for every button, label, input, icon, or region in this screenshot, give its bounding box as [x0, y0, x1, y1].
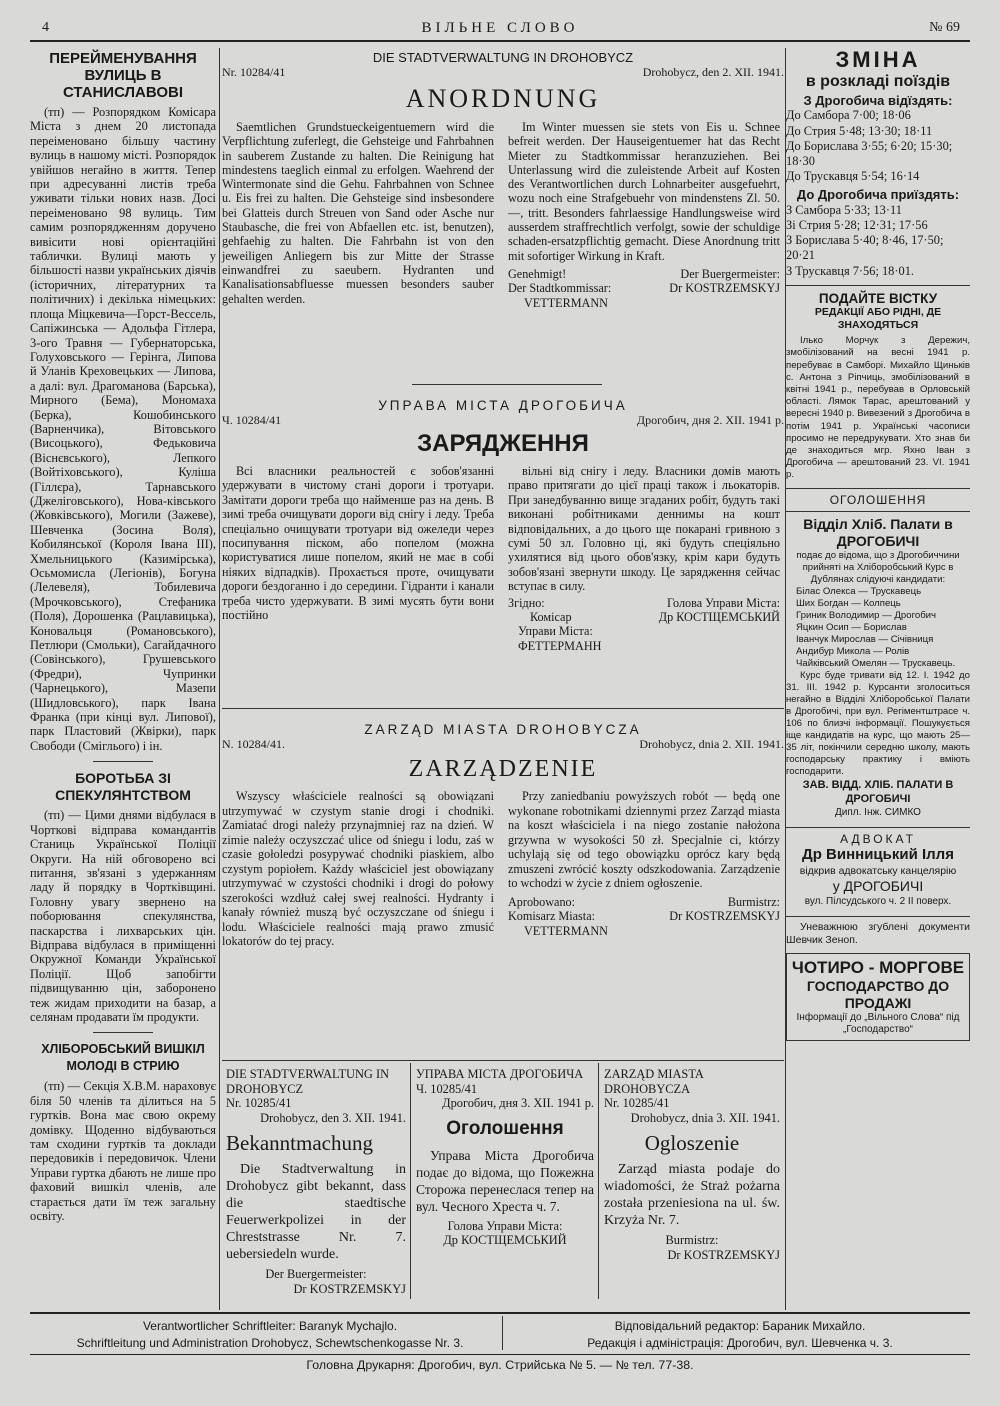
pol-sig-r1: Burmistrz: [727, 894, 780, 909]
lawyer-text1: відкрив адвокатську канцелярію [799, 864, 957, 877]
b2-title: Оголошення [446, 1117, 564, 1139]
divider [786, 916, 970, 917]
ukr-nr: Ч. 10284/41 [222, 413, 282, 427]
farm-sale-title: ЧОТИРО - МОРГОВЕ [791, 957, 965, 977]
german-ordinance [222, 50, 784, 310]
german-date: Drohobycz, den 2. XII. 1941. [642, 65, 784, 79]
divider [222, 708, 784, 709]
farm-sale-text: Інформації до „Вільного Слова“ під „Господарство“ [796, 1011, 960, 1035]
timetable-title: ЗМІНА [835, 47, 921, 72]
column-rule [598, 1063, 599, 1299]
german-title: ANORDNUNG [405, 84, 601, 113]
ukr-sig-l2: Комісар [530, 610, 572, 625]
printing-house: Головна Друкарня: Дрогобич, вул. Стрийська № 5. — № тел. 77-38. [30, 1354, 970, 1372]
candidate-item: Чайківський Омелян — Трускавець. [796, 658, 956, 670]
b1-sig2: Dr KOSTRZEMSKYJ [293, 1281, 406, 1296]
b2-nr: Ч. 10285/41 [416, 1081, 478, 1096]
ukr-text-col1: Всі власники реальностей є зобов'язанні удержувати в чистому стані дороги і тротуари. Замітати дороги треба що найменше раз на день. В зимі треба очищувати дороги від снігу і леду. Треба спеціально очищувати тротуари від ожеледи через посипування піском, або попелом (можна користуватися лише попелом, який не має в собі ніяких відпадків). Прохається проте, очищувати дороги бездоганно і до середини. Гідранти і канали треба чисто удержувати. В зимі мусять бути вони постійно [222, 464, 494, 623]
arrivals-heading: До Дрогобича приїздять: [796, 187, 960, 203]
lawyer-name: Др Винницький Ілля [802, 845, 954, 863]
timetable-subtitle: в розкладі поїздів [805, 73, 951, 90]
divider [93, 761, 153, 762]
imprint-de-line2: Schriftleitung und Administration Drohobycz, Schewtschenkogasse Nr. 3. [76, 1336, 464, 1350]
pol-nr: N. 10284/41. [222, 737, 285, 751]
arrivals-list [786, 203, 970, 279]
column-rule [219, 48, 220, 1310]
ukr-text-col2: вільні від снігу і леду. Власники домів мають право притягати до цієї праці також і льокаторів. При занедбуванню вище згаданих робіт, будуть такі виконані робітниками деннимы на кошт відповідальних, а до цього ще покарані гривною з сумі 50 зл. Головно ці, які будуть спеціяльно ухилятися від цього обов'язку, крім кари будуть зобов'язані звернути шкоду. Це зарядження сейчас вступає в силу. [508, 464, 780, 594]
farm-sale-title2: ГОСПОДАРСТВО ДО ПРОДАЖІ [806, 977, 950, 1011]
b3-title: Ogloszenie [644, 1131, 740, 1156]
divider [786, 285, 970, 286]
german-nr: Nr. 10284/41 [222, 65, 286, 79]
departure-line: До Стрия 5·48; 13·30; 18·11 [786, 123, 933, 138]
departure-line: До Трускавця 5·54; 16·14 [786, 169, 920, 184]
pol-title: ZARZĄDZENIE [408, 756, 598, 782]
issue-number: № 69 [929, 20, 960, 35]
candidate-item: Білас Олекса — Трускавець [796, 586, 922, 598]
candidate-item: Яцкин Осип — Борислав [796, 622, 907, 634]
b3-date: Drohobycz, dnia 3. XII. 1941. [630, 1110, 780, 1125]
german-sig-r1: Der Buergermeister: [680, 266, 780, 281]
page-number: 4 [42, 20, 49, 35]
pol-date: Drohobycz, dnia 2. XII. 1941. [639, 737, 784, 751]
german-announcement [226, 1067, 406, 1297]
pol-sig-l1: Aprobowano: [508, 894, 576, 909]
b2-text: Управа Міста Дрогобича подає до відома, що Пожежна Сторожа перенеслася тепер на вул. Чесного Хреста ч. 7. [416, 1147, 594, 1214]
german-sig-l1: Genehmigt! [508, 266, 567, 281]
b1-sig1: Der Buergermeister: [265, 1267, 367, 1282]
ads-heading: ОГОЛОШЕННЯ [829, 492, 927, 507]
imprint-uk-line2: Редакція і адміністрація: Дрогобич, вул. Шевченка ч. 3. [587, 1336, 893, 1350]
news-heading: ПОДАЙТЕ ВІСТКУ [818, 290, 938, 306]
lost-documents-notice: Уневажнюю згублені документи Шевчик Зеноп. [786, 920, 970, 946]
article-title-speculation: БОРОТЬБА ЗІ СПЕКУЛЯНТСТВОМ [55, 770, 191, 804]
news-subheading: РЕДАКЦІЇ АБО РІДНІ, ДЕ ЗНАХОДЯТЬСЯ [814, 306, 942, 332]
b1-office: DIE STADTVERWALTUNG IN DROHOBYCZ [226, 1067, 390, 1096]
candidate-item: Андибур Микола — Ролів [796, 646, 910, 658]
imprint-german [40, 1318, 500, 1352]
imprint-de-line1: Verantwortlicher Schriftleiter: Baranyk Mychajlo. [142, 1319, 398, 1333]
ukr-title: ЗАРЯДЖЕННЯ [417, 430, 589, 457]
news-text: Ілько Морчук з Дережич, змобілізований на весні 1941 р. перебуває в Самборі. Михайло Щиньків с. Антона з Ріпчиць, змобілізований в квітні 1941 р., перебував в Орловській області. Лямок Тарас, арештований у вересні 1940 р. Вивезений з Дрогобича в потім 1941 р. Українські часописи просимо не передрукувати. Хто знав би де знаходиться мгр. Яхно Іван з Дрогобича — арештований 23. VI. 1941 р. [786, 335, 970, 481]
departure-line: До Самбора 7·00; 18·06 [786, 108, 911, 123]
pol-sig-l2: Komisarz Miasta: [508, 909, 595, 923]
right-column [786, 48, 970, 1183]
b3-nr: Nr. 10285/41 [604, 1096, 670, 1111]
pol-text-col2: Przy zaniedbaniu powyższych robót — będą one wykonane robotnikami dziennymi przez Zarząd miasta na koszt właściciela i na niego zostanie nałożona grzywna w wysokości 50 zł. Specjalnie ci, którzy uchylają się od tego obowiązku oprócz kary będą zmuszeni zwrócić koszty odszkodowania. Zarządzenie to wchodzi w życie z dniem ogłoszenie. [508, 789, 780, 890]
divider [93, 1032, 153, 1033]
article-title-renaming: ПЕРЕЙМЕНУВАННЯ ВУЛИЦЬ В СТАНИСЛАВОВІ [49, 50, 197, 101]
page-header [30, 18, 970, 42]
ukr-sig-l1: Згідно: [508, 595, 545, 610]
lawyer-heading: АДВОКАТ [840, 831, 916, 846]
german-sig-l3: VETTERMANN [524, 295, 608, 310]
b3-sig2: Dr KOSTRZEMSKYJ [667, 1247, 780, 1262]
polish-ordinance [222, 722, 784, 949]
german-sig-r2: Dr KOSTRZEMSKYJ [669, 281, 780, 296]
b3-sig1: Burmistrz: [665, 1233, 719, 1248]
ad-chamber-sig2: Дипл. Інж. СИМКО [835, 807, 921, 819]
german-text-col2: Im Winter muessen sie stets von Eis u. Schnee befreit werden. Der Hauseigentuemer hat das Recht Mieter zu Stadtkommissar heranzuziehen. Bei Unterlassung wird die zuleistende Arbeit auf Kosten des Verantwortlichen durch Lohnarbeiter ausgefuehrt, wozu noch eine Strafgebuehr von mindenstens Zl. 50.—, tritt. Besonders fahrlaessige Handlungsweise wird ausserdem straffrechtlich verfolgt, sowie der schuldige schaden-ersatzpflichtig gemacht. Diese Anordnung tritt mit sofortiger Wirkung in Kraft. [508, 120, 780, 263]
departures-heading: З Дрогобича відїздять: [803, 93, 953, 108]
imprint-uk-line1: Відповідальний редактор: Бараник Михайло. [614, 1319, 866, 1333]
divider [786, 511, 970, 512]
b2-office: УПРАВА МІСТА ДРОГОБИЧА [416, 1067, 584, 1081]
divider [412, 384, 602, 385]
ad-chamber-title: Відділ Хліб. Палати в ДРОГОБИЧІ [803, 516, 953, 550]
candidate-item: Іванчук Мирослав — Січівниця [796, 634, 934, 646]
article-text-speculation: (тп) — Цими днями відбулася в Чорткові відправа командантів Станиць Української Поліції Округи. На ній обговорено всі питання, зв'язані з удержанням ладу й порядку в Чортківщині. Головну увагу звернено на поборювання спекулянства, паскарства і лихварських цін. Відправа відбулася в приміщенні Окружної Команди Української Поліції. Щоб запобігти підвищуванню цін, заборонено теж жидам приходити на базар, а селянам продавати їм продукти. [30, 808, 216, 1024]
ukrainian-ordinance [222, 398, 784, 653]
ukr-sig-r2: Др КОСТЩЕМСЬКИЙ [658, 610, 780, 625]
imprint-ukrainian [510, 1318, 970, 1352]
departure-line: До Борислава 3·55; 6·20; 15·30; 18·30 [786, 138, 953, 169]
candidate-item: Гриник Володимир — Дрогобич [796, 610, 937, 622]
candidate-item: Ших Богдан — Колпець [796, 598, 901, 610]
newspaper-title: ВІЛЬНЕ СЛОВО [421, 20, 579, 36]
arrival-line: З Борислава 5·40; 8·46, 17·50; 20·21 [786, 233, 944, 263]
b3-text: Zarząd miasta podaje do wiadomości, że Straż pożarna została przeniesiona na ul. św. Krzyża Nr. 7. [604, 1162, 780, 1229]
column-rule [410, 1063, 411, 1299]
arrival-line: Зі Стрия 5·28; 12·31; 17·56 [786, 218, 928, 233]
ukrainian-announcement [416, 1067, 594, 1248]
divider [786, 827, 970, 828]
farm-sale-ad [786, 953, 970, 1041]
german-sig-l2: Der Stadtkommissar: [508, 281, 612, 296]
column-rule [502, 1316, 503, 1350]
ukr-sig-l4: ФЕТТЕРМАНН [518, 638, 602, 653]
german-office: DIE STADTVERWALTUNG IN DROHOBYCZ [372, 50, 634, 65]
left-column [30, 48, 216, 1224]
departures-list [786, 108, 970, 184]
polish-announcement [604, 1067, 780, 1263]
arrival-line: З Самбора 5·33; 13·11 [786, 202, 902, 217]
b2-sig2: Др КОСТЩЕМСЬКИЙ [443, 1233, 567, 1248]
b1-date: Drohobycz, den 3. XII. 1941. [260, 1110, 406, 1125]
ukr-sig-r1: Голова Управи Міста: [667, 595, 780, 610]
lawyer-city: у ДРОГОБИЧІ [832, 878, 924, 895]
arrival-line: З Трускавця 7·56; 18·01. [786, 263, 914, 278]
ukr-date: Дрогобич, дня 2. XII. 1941 р. [636, 413, 784, 427]
article-text-renaming: (тп) — Розпорядком Комісара Міста з днем 20 листопада переіменовано більшу частину вулиць в нашому місті. Розпорядок увійшов негайно в життя. Тепер при адресуванні листів треба уживати тільки нових назв. Досі переіменовано 98 вулиць. Тим самим розпорядженням доручено вивісити нові орієнтаційні таблички. Вулиці мають у більшості назви українських діячів (історичних, літературних та політичних) і декілька німецьких: площа Міцкевича—Горст-Вессель, Сапіжинська — Адольфа Гітлера, 3-ого Травня — Губернаторська, Голуховського — Герінга, Липова й Уланів Креховецьких — Липова, а далі: вул. Драгоманова (Барська), Мирного (Бема), Мономаха (Берка), Кошобинського (Варненчика), Вітовського (Висоцького), Федьковича (Віснєвського), Лепкого (Войтіховського), Куліша (Гіллєра), Тарнавського (Джеліговського), Нова-ківського (Жовківського), Могили (Зажеве), Шевченка (Зосина Воля), Кобилянської (Короля Івана III), Хмельницького (Казимірська), Осьмомисла (Легіонів), Богуна (Лелевеля), Тобилевича (Мрочковського), Стефаника (Поля), Дорошенка (Рацлавицька), Коновальця (Романовського), Петлюри (Смольки), Сагайдачного (Совінського), Грушевського (Фредри), Чупринки (Чарнецького), Мазепи (Шидловського), парк Івана Франка (при кінці вул. Липової), парк Пластовий (Жвірки), парк Свободи (Сміглього) і ін. [30, 105, 216, 753]
pol-sig-l3: VETTERMANN [524, 923, 608, 938]
ad-chamber-list [786, 586, 970, 670]
b2-date: Дрогобич, дня 3. XII. 1941 р. [442, 1096, 594, 1111]
b2-sig1: Голова Управи Міста: [447, 1218, 563, 1233]
lawyer-text2: вул. Пілсудського ч. 2 II поверх. [804, 896, 952, 908]
pol-text-col1: Wszyscy właściciele realności są obowiązani utrzymywać w czystym stanie drogi i chodniki. Zamiatać drogi należy przynajmniej raz na dzień. W zimie należy oczyszczać ulice od śniegu i lodu, zaś w czasie gołoledzi posypywać chodniki piaskiem, albo czystym popiołem. Każdy właściciel jest obowiązany utrzymywać w czystości chodniki i drogi do połowy szerokości wzdłuż całej swej realności. Hydranty i kanały również muszą być oczyszczane od śniegu i lodu. Właściciele realności mają prawo zmusić lokatorów do tej pracy. [222, 789, 494, 948]
ukr-office: УПРАВА МІСТА ДРОГОБИЧА [378, 398, 628, 413]
pol-office: ZARZĄD MIASTA DROHOBYCZA [364, 722, 642, 737]
ad-chamber-text: подає до відома, що з Дрогобиччини прийняті на Хліборобський Курс в Дублянах слідуючі кандидати: [796, 550, 960, 586]
divider [786, 488, 970, 489]
b1-text: Die Stadtverwaltung in Drohobycz gibt bekannt, dass die staedtische Feuerwerkpolizei in der Chreststrasse Nr. 7. uebersiedeln wurde. [226, 1162, 406, 1263]
b3-office: ZARZĄD MIASTA DROHOBYCZA [604, 1067, 704, 1096]
ukr-sig-l3: Управи Міста: [518, 624, 593, 639]
ad-chamber-sig1: ЗАВ. ВІДД. ХЛІБ. ПАЛАТИ В ДРОГОБИЧІ [802, 779, 954, 806]
german-text-col1: Saemtlichen Grundstueckeigentuemern wird die Verpflichtung zuferlegt, die Gehsteige und Fahrbahnen in sauberem Zustande zu halten. Die Reinigung hat mindestens taeglich einmal zu erfolgen. Waehrend der Wintermonate sind die Gehu. Fahrbahnen von Schnee u. Eis frei zu halten. Die Gehsteige sind insbesondere bei Glatteis durch Streuen von Sand oder Asche nur Staubasche, die frei von Abfaellen etc. ist, benutzen), gehfaehig zu halten. Die Fahrbahn ist von den jeweiligen Anliegern bis zur Mitte der Strasse einwandfrei zu saeubern. Hydranten und Kanalisationsabfluesse muessen besonders sauber gehalten werden. [222, 120, 494, 306]
article-text-youth: (тп) — Секція Х.В.М. нараховує біля 50 членів та ділиться на 5 гуртків. Вона має свою окрему домівку. Щоденно відбуваються там сходини гуртків та доклади передовиків і передовичок. Члени Управи гуртка дбають не лише про фаховий вишкіл членів, але старається дати їм теж загальну освіту. [30, 1079, 216, 1224]
bottom-announcements [222, 1060, 784, 1301]
b1-title: Bekanntmachung [226, 1131, 373, 1156]
b1-nr: Nr. 10285/41 [226, 1096, 292, 1111]
ad-chamber-text2: Курс буде тривати від 12. I. 1942 до 31. III. 1942 р. Курсанти зголоситься негайно в Відділі Хліборобської Палати в Дрогобичі, при вул. Регіментштрасе ч. 106 по близчі інформації. Пошукується іще кандидатів на курс, що мають 25—35 літ, покінчили середню школу, мають господарську практику і вміють господарити. [786, 670, 970, 778]
pol-sig-r2: Dr KOSTRZEMSKYJ [669, 909, 780, 923]
article-title-youth: ХЛІБОРОБСЬКИЙ ВИШКІЛ МОЛОДІ В СТРИЮ [41, 1042, 205, 1074]
